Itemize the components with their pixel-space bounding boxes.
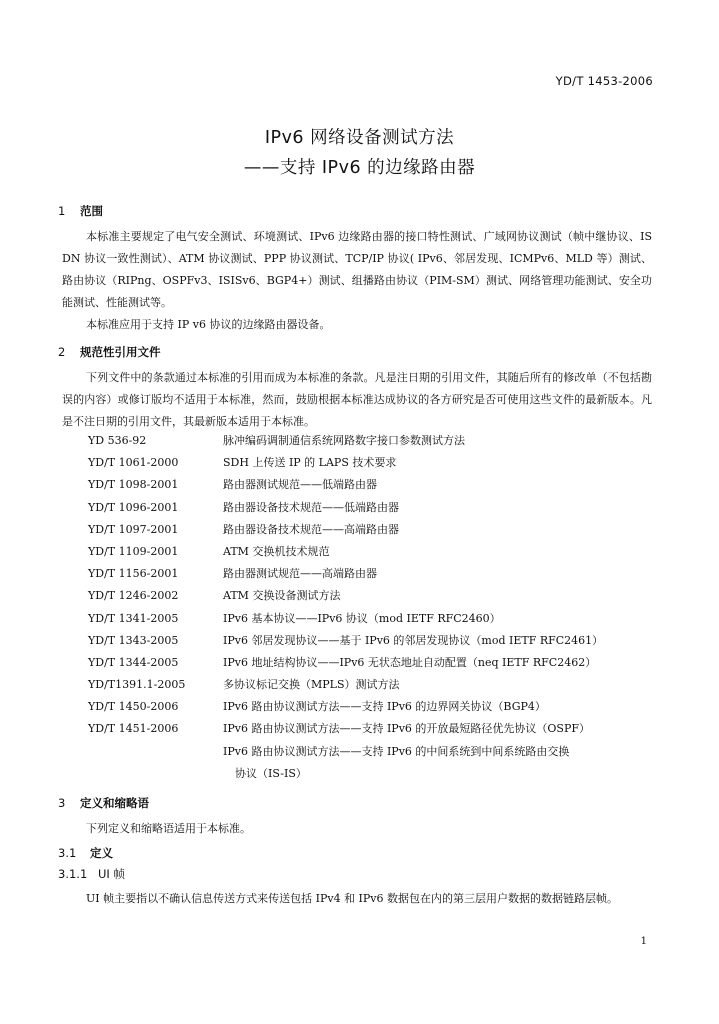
section-title: 定义 bbox=[90, 846, 113, 860]
section-number: 3.1 bbox=[58, 846, 77, 860]
reference-title: IPv6 路由协议测试方法——支持 IPv6 的边界网关协议（BGP4） bbox=[223, 700, 546, 714]
section-title: 规范性引用文件 bbox=[80, 345, 161, 359]
section-1-heading bbox=[58, 203, 103, 219]
reference-code: YD/T 1341-2005 bbox=[88, 611, 179, 625]
section-3-1-1-heading bbox=[58, 866, 125, 882]
reference-code: YD 536-92 bbox=[88, 434, 147, 447]
reference-title bbox=[223, 741, 643, 785]
section-3-heading bbox=[58, 795, 149, 811]
reference-code: YD/T 1246-2002 bbox=[88, 589, 179, 603]
standard-code: YD/T 1453-2006 bbox=[555, 74, 653, 88]
reference-item bbox=[88, 678, 643, 700]
reference-code: YD/T 1343-2005 bbox=[88, 633, 179, 647]
reference-code: YD/T 1109-2001 bbox=[88, 544, 179, 558]
section-number: 3 bbox=[58, 796, 66, 810]
reference-title: IPv6 地址结构协议——IPv6 无状态地址自动配置（neq IETF RFC2462） bbox=[223, 655, 597, 669]
reference-item bbox=[88, 523, 643, 545]
reference-title: IPv6 基本协议——IPv6 协议（mod IETF RFC2460） bbox=[223, 611, 501, 625]
reference-item bbox=[88, 478, 643, 500]
section-3-1-heading bbox=[58, 845, 113, 861]
section-number: 3.1.1 bbox=[58, 867, 88, 881]
section-1-paragraph-2: 本标准应用于支持 IP v6 协议的边缘路由器设备。 bbox=[86, 318, 331, 331]
reference-item bbox=[88, 634, 643, 656]
section-3-1-1-paragraph: UI 帧主要指以不确认信息传送方式来传送包括 IPv4 和 IPv6 数据包在内的第三层用户数据的数据链路层帧。 bbox=[86, 892, 619, 905]
reference-item bbox=[88, 745, 643, 793]
reference-item bbox=[88, 501, 643, 523]
reference-code: YD/T 1344-2005 bbox=[88, 655, 179, 669]
reference-item bbox=[88, 545, 643, 567]
reference-title: 多协议标记交换（MPLS）测试方法 bbox=[223, 678, 400, 692]
reference-title: 路由器测试规范——低端路由器 bbox=[223, 478, 377, 492]
reference-title: 路由器测试规范——高端路由器 bbox=[223, 567, 377, 581]
reference-title-line-1: IPv6 路由协议测试方法——支持 IPv6 的中间系统到中间系统路由交换 bbox=[223, 744, 570, 758]
reference-title: ATM 交换机技术规范 bbox=[223, 544, 330, 558]
section-2-paragraph: 下列文件中的条款通过本标准的引用而成为本标准的条款。凡是注日期的引用文件，其随后所有的修改单（不包括勘误的内容）或修订版均不适用于本标准，然而，鼓励根据本标准达成协议的各方研究是否可使用这些文件的最新版本。凡是不注日期的引用文件，其最新版本适用于本标准。 bbox=[62, 371, 652, 428]
section-3-paragraph: 下列定义和缩略语适用于本标准。 bbox=[86, 822, 251, 835]
reference-code: YD/T 1098-2001 bbox=[88, 478, 179, 492]
section-number: 2 bbox=[58, 345, 66, 359]
reference-code: YD/T1391.1-2005 bbox=[88, 678, 186, 692]
section-number: 1 bbox=[58, 204, 66, 218]
reference-item bbox=[88, 612, 643, 634]
reference-code: YD/T 1156-2001 bbox=[88, 567, 179, 581]
section-title: 定义和缩略语 bbox=[80, 796, 149, 810]
reference-item bbox=[88, 700, 643, 722]
reference-code: YD/T 1450-2006 bbox=[88, 700, 179, 714]
section-1-paragraph: 本标准主要规定了电气安全测试、环境测试、IPv6 边缘路由器的接口特性测试、广域网协议测试（帧中继协议、ISDN 协议一致性测试）、ATM 协议测试、PPP 协议测试、TCP/IP 协议( IPv6、邻居发现、ICMPv6、MLD 等）测试、路由协议（RIPng、OSPFv3、ISISv6、BGP4+）测试、组播路由协议（PIM-SM）测试、网络管理功能测试、安全功能测试、性能测试等。 bbox=[62, 230, 652, 309]
reference-code: YD/T 1451-2006 bbox=[88, 722, 179, 736]
section-2-heading bbox=[58, 344, 161, 360]
reference-title: ATM 交换设备测试方法 bbox=[223, 589, 341, 603]
reference-list bbox=[88, 434, 643, 793]
reference-title: IPv6 路由协议测试方法——支持 IPv6 的开放最短路径优先协议（OSPF） bbox=[223, 722, 590, 736]
section-title: UI 帧 bbox=[98, 867, 125, 881]
document-title: IPv6 网络设备测试方法 bbox=[264, 128, 455, 148]
reference-item bbox=[88, 656, 643, 678]
reference-code: YD/T 1097-2001 bbox=[88, 522, 179, 536]
reference-item bbox=[88, 589, 643, 611]
reference-title: 脉冲编码调制通信系统网路数字接口参数测试方法 bbox=[223, 434, 465, 447]
document-subtitle: ——支持 IPv6 的边缘路由器 bbox=[243, 158, 476, 178]
reference-title: IPv6 邻居发现协议——基于 IPv6 的邻居发现协议（mod IETF RFC2461） bbox=[223, 633, 604, 647]
reference-title: 路由器设备技术规范——低端路由器 bbox=[223, 500, 399, 514]
reference-item bbox=[88, 456, 643, 478]
section-title: 范围 bbox=[80, 204, 103, 218]
page-number: 1 bbox=[640, 936, 647, 947]
reference-code: YD/T 1061-2000 bbox=[88, 456, 179, 470]
reference-item bbox=[88, 434, 643, 456]
reference-title: SDH 上传送 IP 的 LAPS 技术要求 bbox=[223, 456, 397, 470]
reference-title-line-2: 协议（IS-IS） bbox=[235, 766, 307, 780]
reference-item bbox=[88, 567, 643, 589]
reference-title: 路由器设备技术规范——高端路由器 bbox=[223, 522, 399, 536]
reference-code: YD/T 1096-2001 bbox=[88, 500, 179, 514]
